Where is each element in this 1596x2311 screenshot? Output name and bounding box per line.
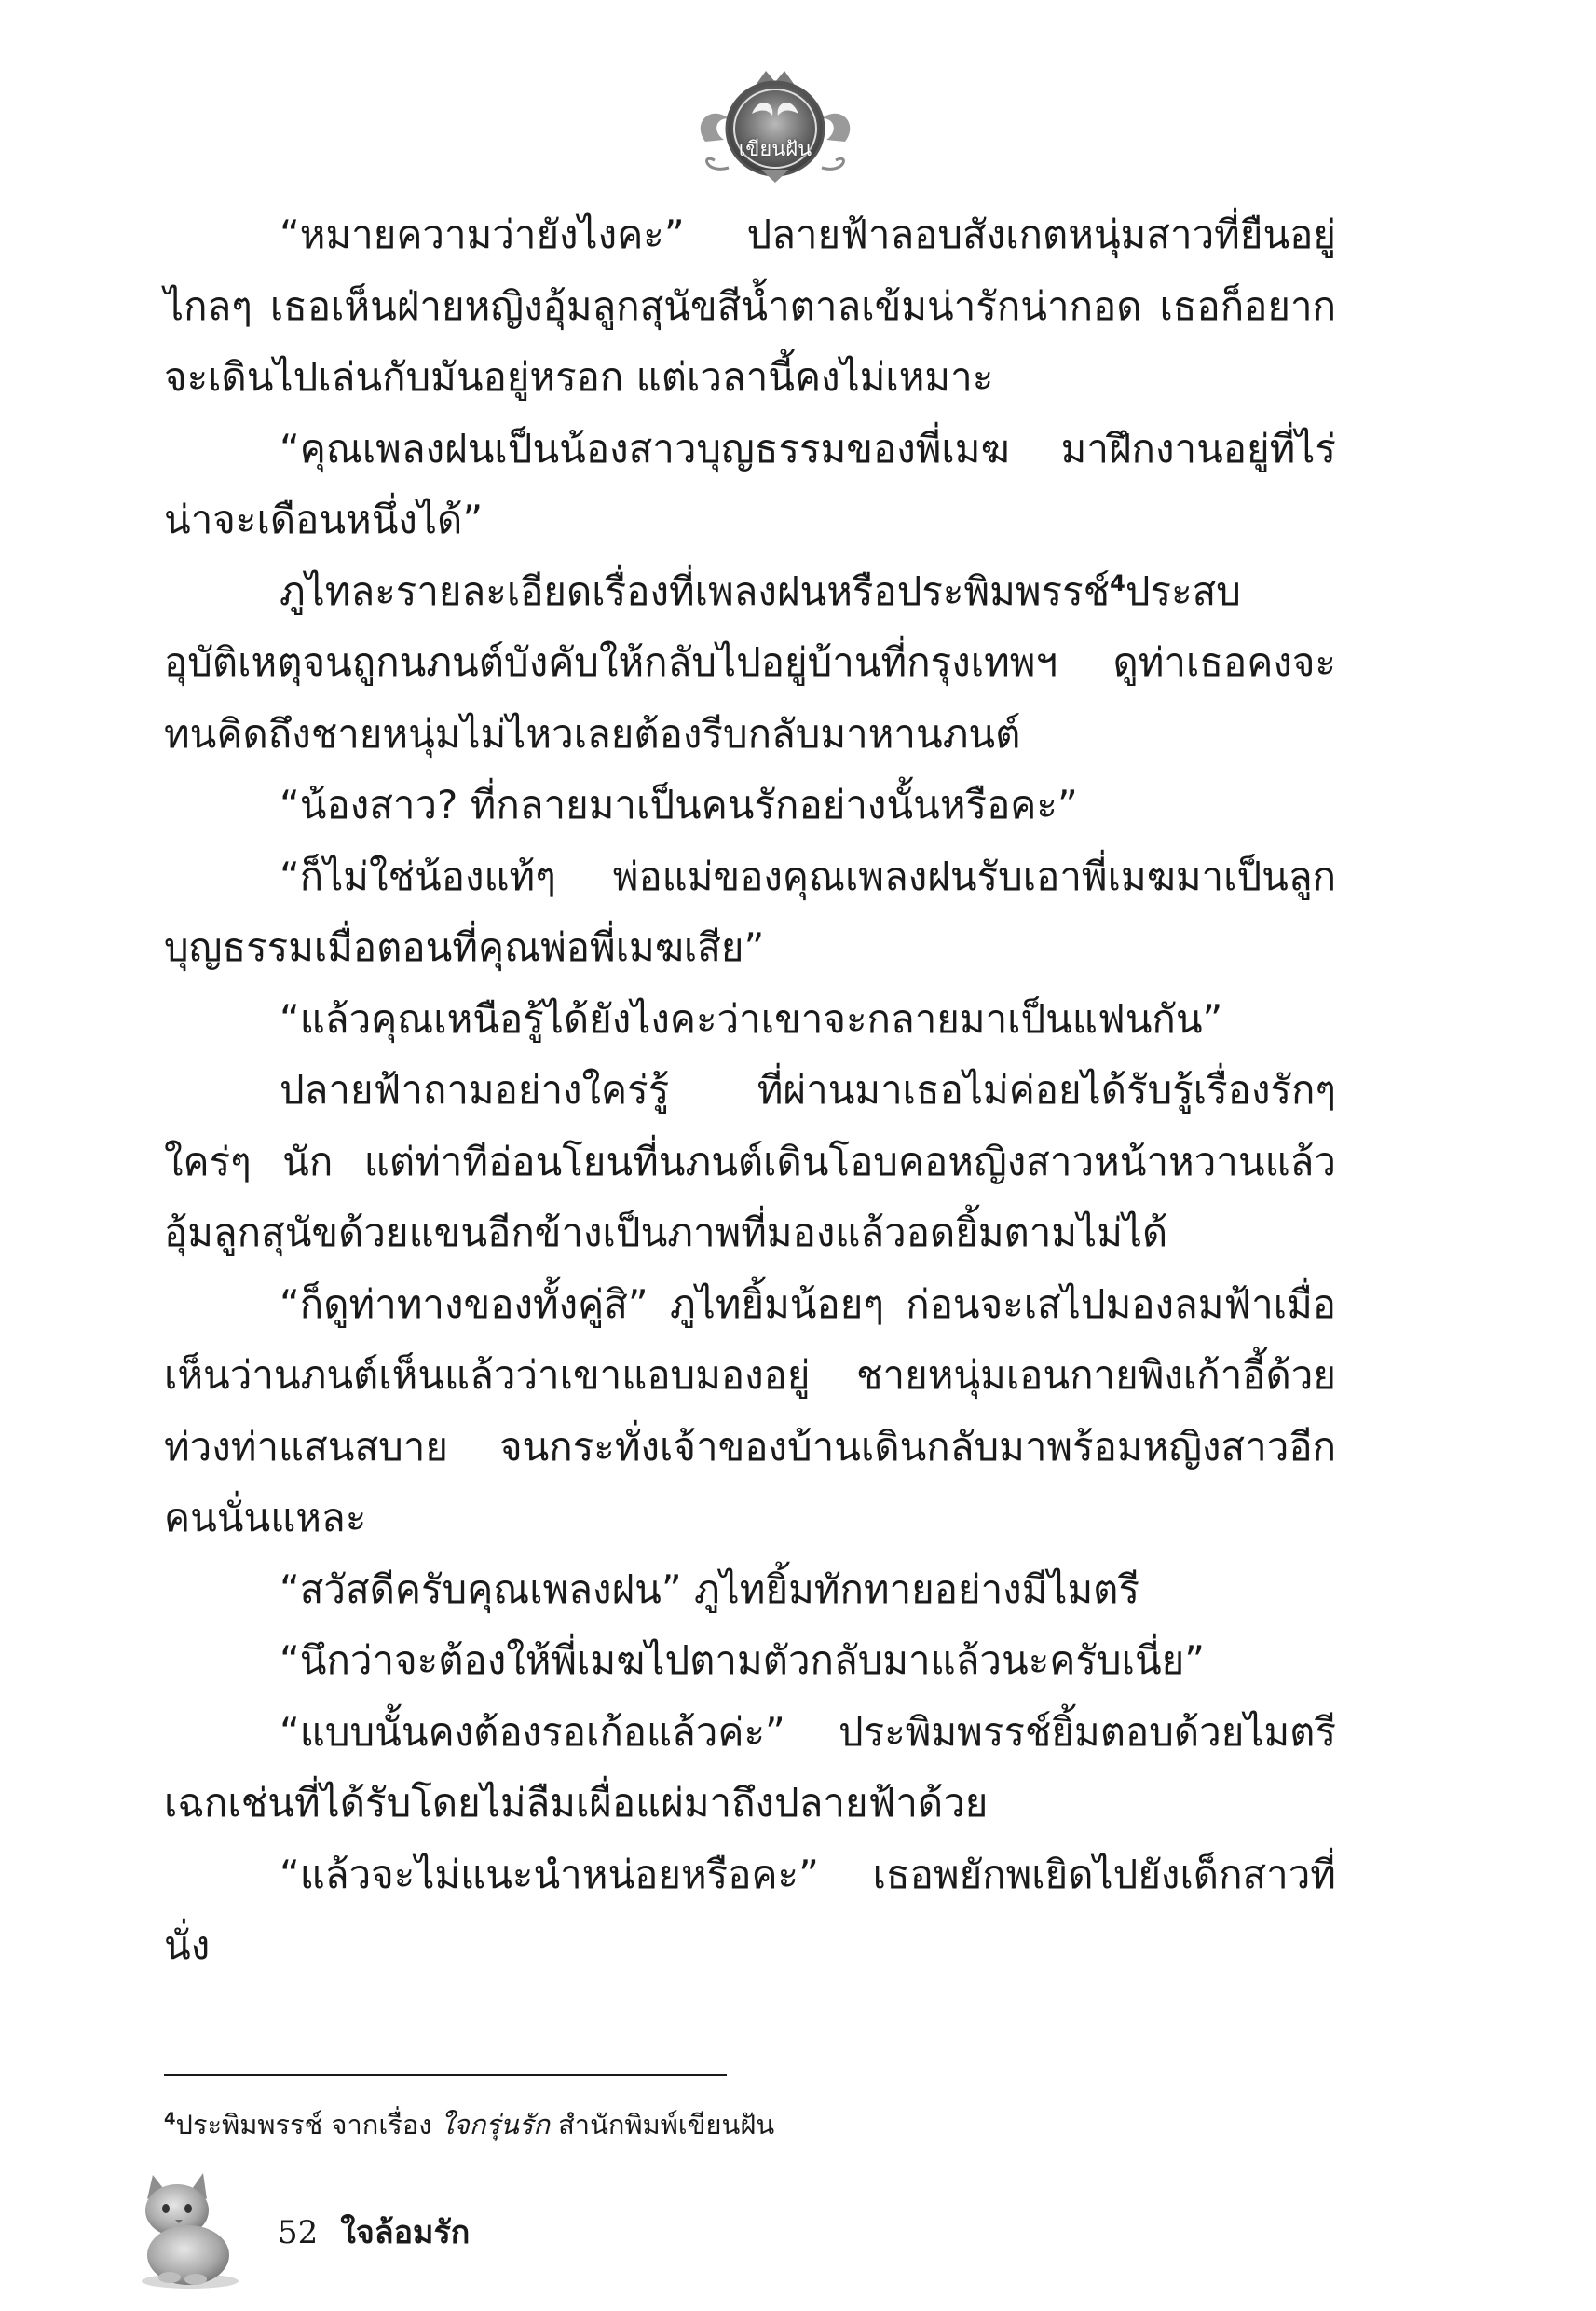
paragraph [164,1697,1336,1839]
main-text [164,199,1336,1982]
paragraph-text: ภูไทละรายละเอียดเรื่องที่เพลงฝนหรือประพิมพรรช์ [280,567,1111,614]
paragraph [164,199,1336,414]
paragraph [164,1055,1336,1269]
paragraph-text: “ก็ดูท่าทางของทั้งคู่สิ” ภูไทยิ้มน้อยๆ ก่อนจะเสไปมองลมฟ้าเมื่อเห็นว่านภนต์เห็นแล้วว่าเขาแอบมองอยู่ ชายหนุ่มเอนกายพิงเก้าอี้ด้วยท่วงท่าแสนสบาย จนกระทั่งเจ้าของบ้านเดินกลับมาพร้อมหญิงสาวอีกคนนั่นแหละ [164,1280,1336,1540]
footnote-marker: 4 [1110,569,1125,596]
paragraph [164,984,1336,1056]
paragraph [164,1554,1336,1626]
paragraph-text: “แล้วจะไม่แนะนำหน่อยหรือคะ” เธอพยักพเยิดไปยังเด็กสาวที่นั่ง [164,1851,1336,1968]
page-number: 52 [278,2214,319,2251]
footnote-number: 4 [164,2109,176,2129]
page-footer [278,2212,470,2253]
paragraph [164,414,1336,556]
paragraph [164,770,1336,841]
paragraph-text: “หมายความว่ายังไงคะ” ปลายฟ้าลอบสังเกตหนุ่มสาวที่ยืนอยู่ไกลๆ เธอเห็นฝ่ายหญิงอุ้มลูกสุนัขสีน้ำตาลเข้มน่ารักน่ากอด เธอก็อยากจะเดินไปเล่นกับมันอยู่หรอก แต่เวลานี้คงไม่เหมาะ [164,212,1336,400]
paragraph-text: “ก็ไม่ใช่น้องแท้ๆ พ่อแม่ของคุณเพลงฝนรับเอาพี่เมฆมาเป็นลูกบุญธรรมเมื่อตอนที่คุณพ่อพี่เมฆเสีย” [164,853,1336,970]
paragraph [164,1269,1336,1554]
footnote-book-title: ใจกรุ่นรัก [440,2109,550,2140]
paragraph-text: ปลายฟ้าถามอย่างใคร่รู้ ที่ผ่านมาเธอไม่ค่อยได้รับรู้เรื่องรักๆ ใคร่ๆ นัก แต่ท่าทีอ่อนโยนที่นภนต์เดินโอบคอหญิงสาวหน้าหวานแล้วอุ้มลูกสุนัขด้วยแขนอีกข้างเป็นภาพที่มองแล้วอดยิ้มตามไม่ได้ [164,1067,1336,1255]
paragraph-text: “สวัสดีครับคุณเพลงฝน” ภูไทยิ้มทักทายอย่างมีไมตรี [280,1566,1140,1612]
footnote-text: ประพิมพรรช์ จากเรื่อง [175,2109,441,2140]
paragraph [164,841,1336,984]
paragraph [164,1839,1336,1982]
paragraph-text: “น้องสาว? ที่กลายมาเป็นคนรักอย่างนั้นหรือคะ” [280,782,1078,827]
paragraph-text: ประสบอุบัติเหตุจนถูกนภนต์บังคับให้กลับไปอยู่บ้านที่กรุงเทพฯ ดูท่าเธอคงจะทนคิดถึงชายหนุ่มไม่ไหวเลยต้องรีบกลับมาหานภนต์ [164,567,1336,757]
footnote [164,2106,1189,2143]
footnote-publisher: สำนักพิมพ์เขียนฝัน [549,2109,775,2140]
paragraph-text: “แบบนั้นคงต้องรอเก้อแล้วค่ะ” ประพิมพรรช์ยิ้มตอบด้วยไมตรีเฉกเช่นที่ได้รับโดยไม่ลืมเผื่อแผ่มาถึงปลายฟ้าด้วย [164,1708,1336,1826]
paragraph [164,556,1336,771]
paragraph [164,1625,1336,1697]
paragraph-text: “นึกว่าจะต้องให้พี่เมฆไปตามตัวกลับมาแล้วนะครับเนี่ย” [280,1637,1206,1683]
emblem-label: เขียนฝัน [738,138,812,161]
book-title: ใจล้อมรัก [340,2214,471,2251]
paragraph-text: “คุณเพลงฝนเป็นน้องสาวบุญธรรมของพี่เมฆ มาฝึกงานอยู่ที่ไร่น่าจะเดือนหนึ่งได้” [164,425,1336,542]
kitten-icon [125,2162,242,2292]
paragraph-text: “แล้วคุณเหนือรู้ได้ยังไงคะว่าเขาจะกลายมาเป็นแฟนกัน” [280,995,1223,1042]
ornamental-crest-icon [687,67,864,185]
footnote-divider [164,2074,727,2076]
